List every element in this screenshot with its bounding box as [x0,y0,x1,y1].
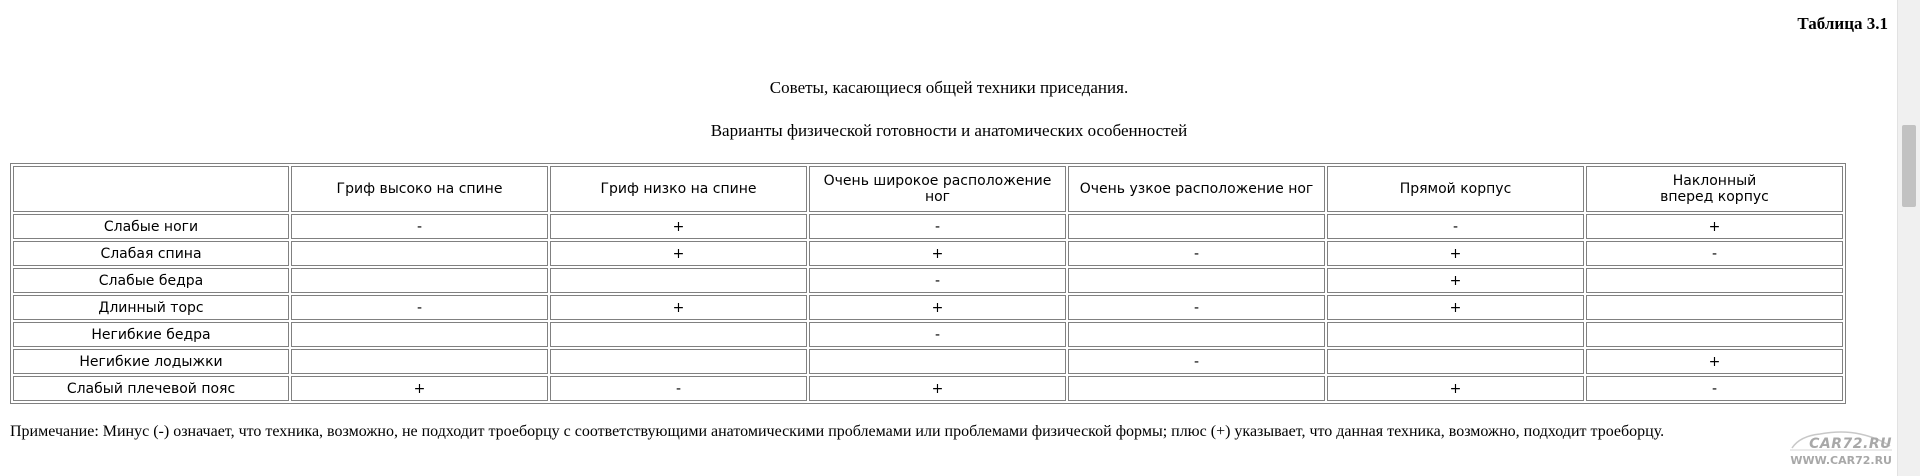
table-cell [1586,322,1843,347]
table-cell: - [550,376,807,401]
table-cell [1068,322,1325,347]
table-cell: + [809,376,1066,401]
column-header: Гриф высоко на спине [291,166,548,212]
table-row [13,214,1843,239]
table-cell: + [1327,295,1584,320]
table-cell [1327,322,1584,347]
table-cell [1586,295,1843,320]
table-container [10,163,1840,404]
table-cell [550,322,807,347]
technique-table [10,163,1846,404]
table-cell [1068,268,1325,293]
table-body [13,214,1843,401]
table-cell: + [550,295,807,320]
table-cell: - [1068,349,1325,374]
table-cell [291,349,548,374]
table-cell: - [291,295,548,320]
column-header: Очень широкое расположение ног [809,166,1066,212]
table-cell: - [1586,376,1843,401]
table-row [13,295,1843,320]
table-header-row [13,166,1843,212]
document-title: Советы, касающиеся общей техники приседания. [769,78,1129,97]
table-cell: + [1327,268,1584,293]
scrollbar-thumb[interactable] [1902,125,1916,207]
table-row [13,241,1843,266]
table-note: Примечание: Минус (-) означает, что техника, возможно, не подходит троеборцу с соответствующими анатомическими проблемами или проблемами физической формы; плюс (+) указывает, что данная техника, возможно, подходит троеборцу. [10,423,1665,440]
row-label: Длинный торс [13,295,289,320]
row-label: Слабые бедра [13,268,289,293]
table-row [13,376,1843,401]
table-cell: - [809,322,1066,347]
table-cell [291,268,548,293]
watermark [1786,426,1896,472]
table-cell [291,322,548,347]
vertical-scrollbar[interactable] [1897,0,1920,476]
table-cell [1586,268,1843,293]
table-cell [809,349,1066,374]
table-cell: + [1586,214,1843,239]
table-cell [550,349,807,374]
watermark-line1: CAR72.RU [1809,436,1892,452]
table-row [13,349,1843,374]
table-cell: + [1327,376,1584,401]
table-cell: - [809,214,1066,239]
table-cell: + [809,295,1066,320]
table-cell: + [550,241,807,266]
watermark-line2: WWW.CAR72.RU [1790,454,1892,467]
table-cell [1068,214,1325,239]
table-row [13,268,1843,293]
table-cell [1327,349,1584,374]
table-cell [291,241,548,266]
row-label: Негибкие бедра [13,322,289,347]
document-subtitle: Варианты физической готовности и анатомических особенностей [710,121,1188,140]
table-number: Таблица 3.1 [1797,14,1888,33]
row-label: Слабая спина [13,241,289,266]
table-cell: - [291,214,548,239]
column-header: Очень узкое расположение ног [1068,166,1325,212]
column-header: Гриф низко на спине [550,166,807,212]
table-row [13,322,1843,347]
table-cell [550,268,807,293]
table-cell: + [550,214,807,239]
table-cell [1068,376,1325,401]
table-cell: - [809,268,1066,293]
row-label: Негибкие лодыжки [13,349,289,374]
table-cell: - [1327,214,1584,239]
table-cell: + [809,241,1066,266]
row-label: Слабые ноги [13,214,289,239]
column-header: Прямой корпус [1327,166,1584,212]
header-cell-empty [13,166,289,212]
table-cell: + [1586,349,1843,374]
column-header: Наклонный вперед корпус [1586,166,1843,212]
table-cell: - [1068,295,1325,320]
table-cell: - [1586,241,1843,266]
table-cell: + [291,376,548,401]
table-cell: + [1327,241,1584,266]
table-cell: - [1068,241,1325,266]
row-label: Слабый плечевой пояс [13,376,289,401]
